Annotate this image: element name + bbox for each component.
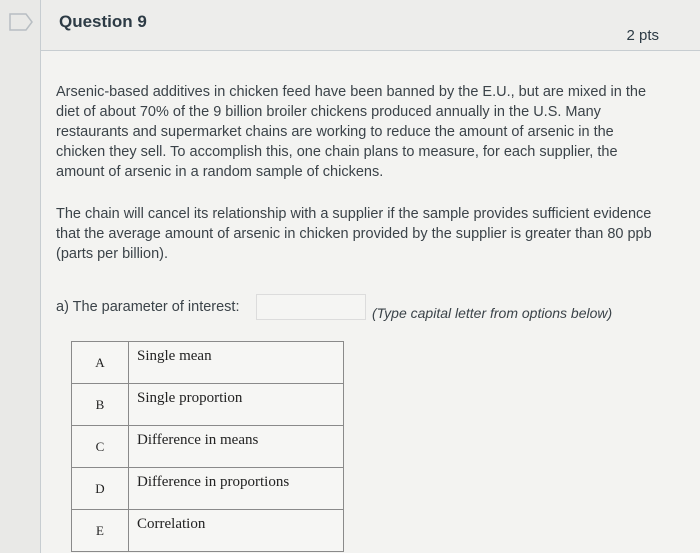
option-letter: B: [72, 384, 129, 426]
question-title: Question 9: [59, 12, 147, 31]
bookmark-flag-icon[interactable]: [8, 12, 36, 32]
option-text: Single proportion: [129, 384, 344, 426]
option-text: Difference in means: [129, 426, 344, 468]
option-letter: E: [72, 510, 129, 552]
table-row: [72, 510, 344, 552]
table-row: [72, 468, 344, 510]
option-letter: A: [72, 342, 129, 384]
table-row: [72, 384, 344, 426]
question-paragraph: The chain will cancel its relationship with a supplier if the sample provides sufficient evidence that the average amount of arsenic in chicken provided by the supplier is greater than 80 ppb (parts per billion).: [56, 206, 652, 262]
table-row: [72, 342, 344, 384]
table-row: [72, 426, 344, 468]
option-letter: C: [72, 426, 129, 468]
parameter-hint: (Type capital letter from options below): [372, 305, 613, 321]
question-points: 2 pts: [626, 27, 659, 44]
question-paragraph: Arsenic-based additives in chicken feed have been banned by the E.U., but are mixed in the diet of about 70% of the 9 billion broiler chickens produced annually in the U.S. Many restaurants and supermarket chains are working to reduce the amount of arsenic in the chicken they sell. To accomplish this, one chain plans to measure, for each supplier, the amount of arsenic in a random sample of chickens.: [56, 84, 647, 180]
parameter-row: [56, 294, 656, 324]
option-text: Single mean: [129, 342, 344, 384]
parameter-label: a) The parameter of interest:: [56, 299, 240, 315]
option-letter: D: [72, 468, 129, 510]
question-header: [41, 0, 700, 51]
option-text: Difference in proportions: [129, 468, 344, 510]
option-text: Correlation: [129, 510, 344, 552]
parameter-answer-input[interactable]: [256, 294, 366, 320]
options-table: [71, 341, 344, 552]
